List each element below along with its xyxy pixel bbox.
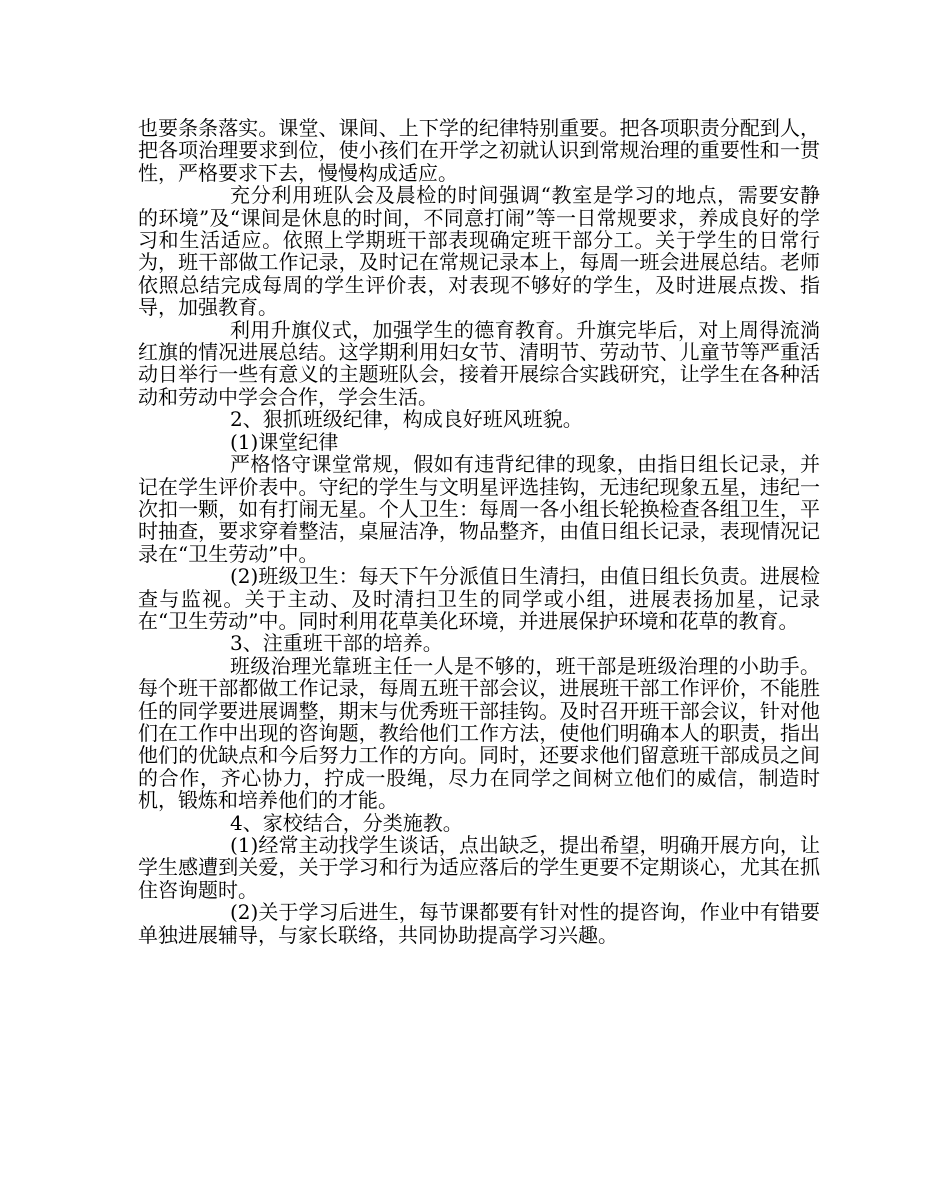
- section-heading-3: 3、注重班干部的培养。: [230, 631, 443, 656]
- paragraph-7: (2)班级卫生：每天下午分派值日生清扫，由值日组长负责。进展检查与监视。关于主动、及时清扫卫生的同学或小组，进展表扬加星，记录在“卫生劳动”中。同时利用花草美化环境，并进展保护环境和花草的教育。: [138, 564, 820, 633]
- section-heading-4: 4、家校结合，分类施教。: [230, 810, 463, 835]
- paragraph-6: 严格恪守课堂常规，假如有违背纪律的现象，由指日组长记录，并记在学生评价表中。守纪的学生与文明星评选挂钩，无违纪现象五星，违纪一次扣一颗，如有打闹无星。个人卫生：每周一各小组长轮换检查各组卫生，平时抽查，要求穿着整洁，桌屉洁净，物品整齐，由值日组长记录，表现情况记录在“卫生劳动”中。: [138, 452, 820, 566]
- paragraph-9: 班级治理光靠班主任一人是不够的，班干部是班级治理的小助手。每个班干部都做工作记录，每周五班干部会议，进展班干部工作评价，不能胜任的同学要进展调整，期末与优秀班干部挂钩。及时召开班干部会议，针对他们在工作中出现的咨询题，教给他们工作方法，使他们明确本人的职责，指出他们的优缺点和今后努力工作的方向。同时，还要求他们留意班干部成员之间的合作，齐心协力，拧成一股绳，尽力在同学之间树立他们的威信，制造时机，锻炼和培养他们的才能。: [138, 653, 820, 813]
- paragraph-2: 充分利用班队会及晨检的时间强调“教室是学习的地点，需要安静的环境”及“课间是休息的时间，不同意打闹”等一日常规要求，养成良好的学习和生活适应。依照上学期班干部表现确定班干部分工。关于学生的日常行为，班干部做工作记录，及时记在常规记录本上，每周一班会进展总结。老师依照总结完成每周的学生评价表，对表现不够好的学生，及时进展点拨、指导，加强教育。: [138, 183, 820, 320]
- paragraph-12: (2)关于学习后进生，每节课都要有针对性的提咨询，作业中有错要单独进展辅导，与家长联络，共同协助提高学习兴趣。: [138, 900, 820, 947]
- paragraph-11: (1)经常主动找学生谈话，点出缺乏，提出希望，明确开展方向，让学生感遭到关爱，关于学习和行为适应落后的学生更要不定期谈心，尤其在抓住咨询题时。: [138, 833, 820, 902]
- document-page: [138, 117, 820, 946]
- subheading-classroom-discipline: (1)课堂纪律: [230, 429, 339, 454]
- section-heading-2: 2、狠抓班级纪律，构成良好班风班貌。: [230, 407, 583, 432]
- paragraph-3: 利用升旗仪式，加强学生的德育教育。升旗完毕后，对上周得流淌红旗的情况进展总结。这学期利用妇女节、清明节、劳动节、儿童节等严重活动日举行一些有意义的主题班队会，接着开展综合实践研究，让学生在各种活动和劳动中学会合作，学会生活。: [138, 317, 820, 409]
- paragraph-1: 也要条条落实。课堂、课间、上下学的纪律特别重要。把各项职责分配到人，把各项治理要求到位，使小孩们在开学之初就认识到常规治理的重要性和一贯性，严格要求下去，慢慢构成适应。: [138, 116, 820, 185]
